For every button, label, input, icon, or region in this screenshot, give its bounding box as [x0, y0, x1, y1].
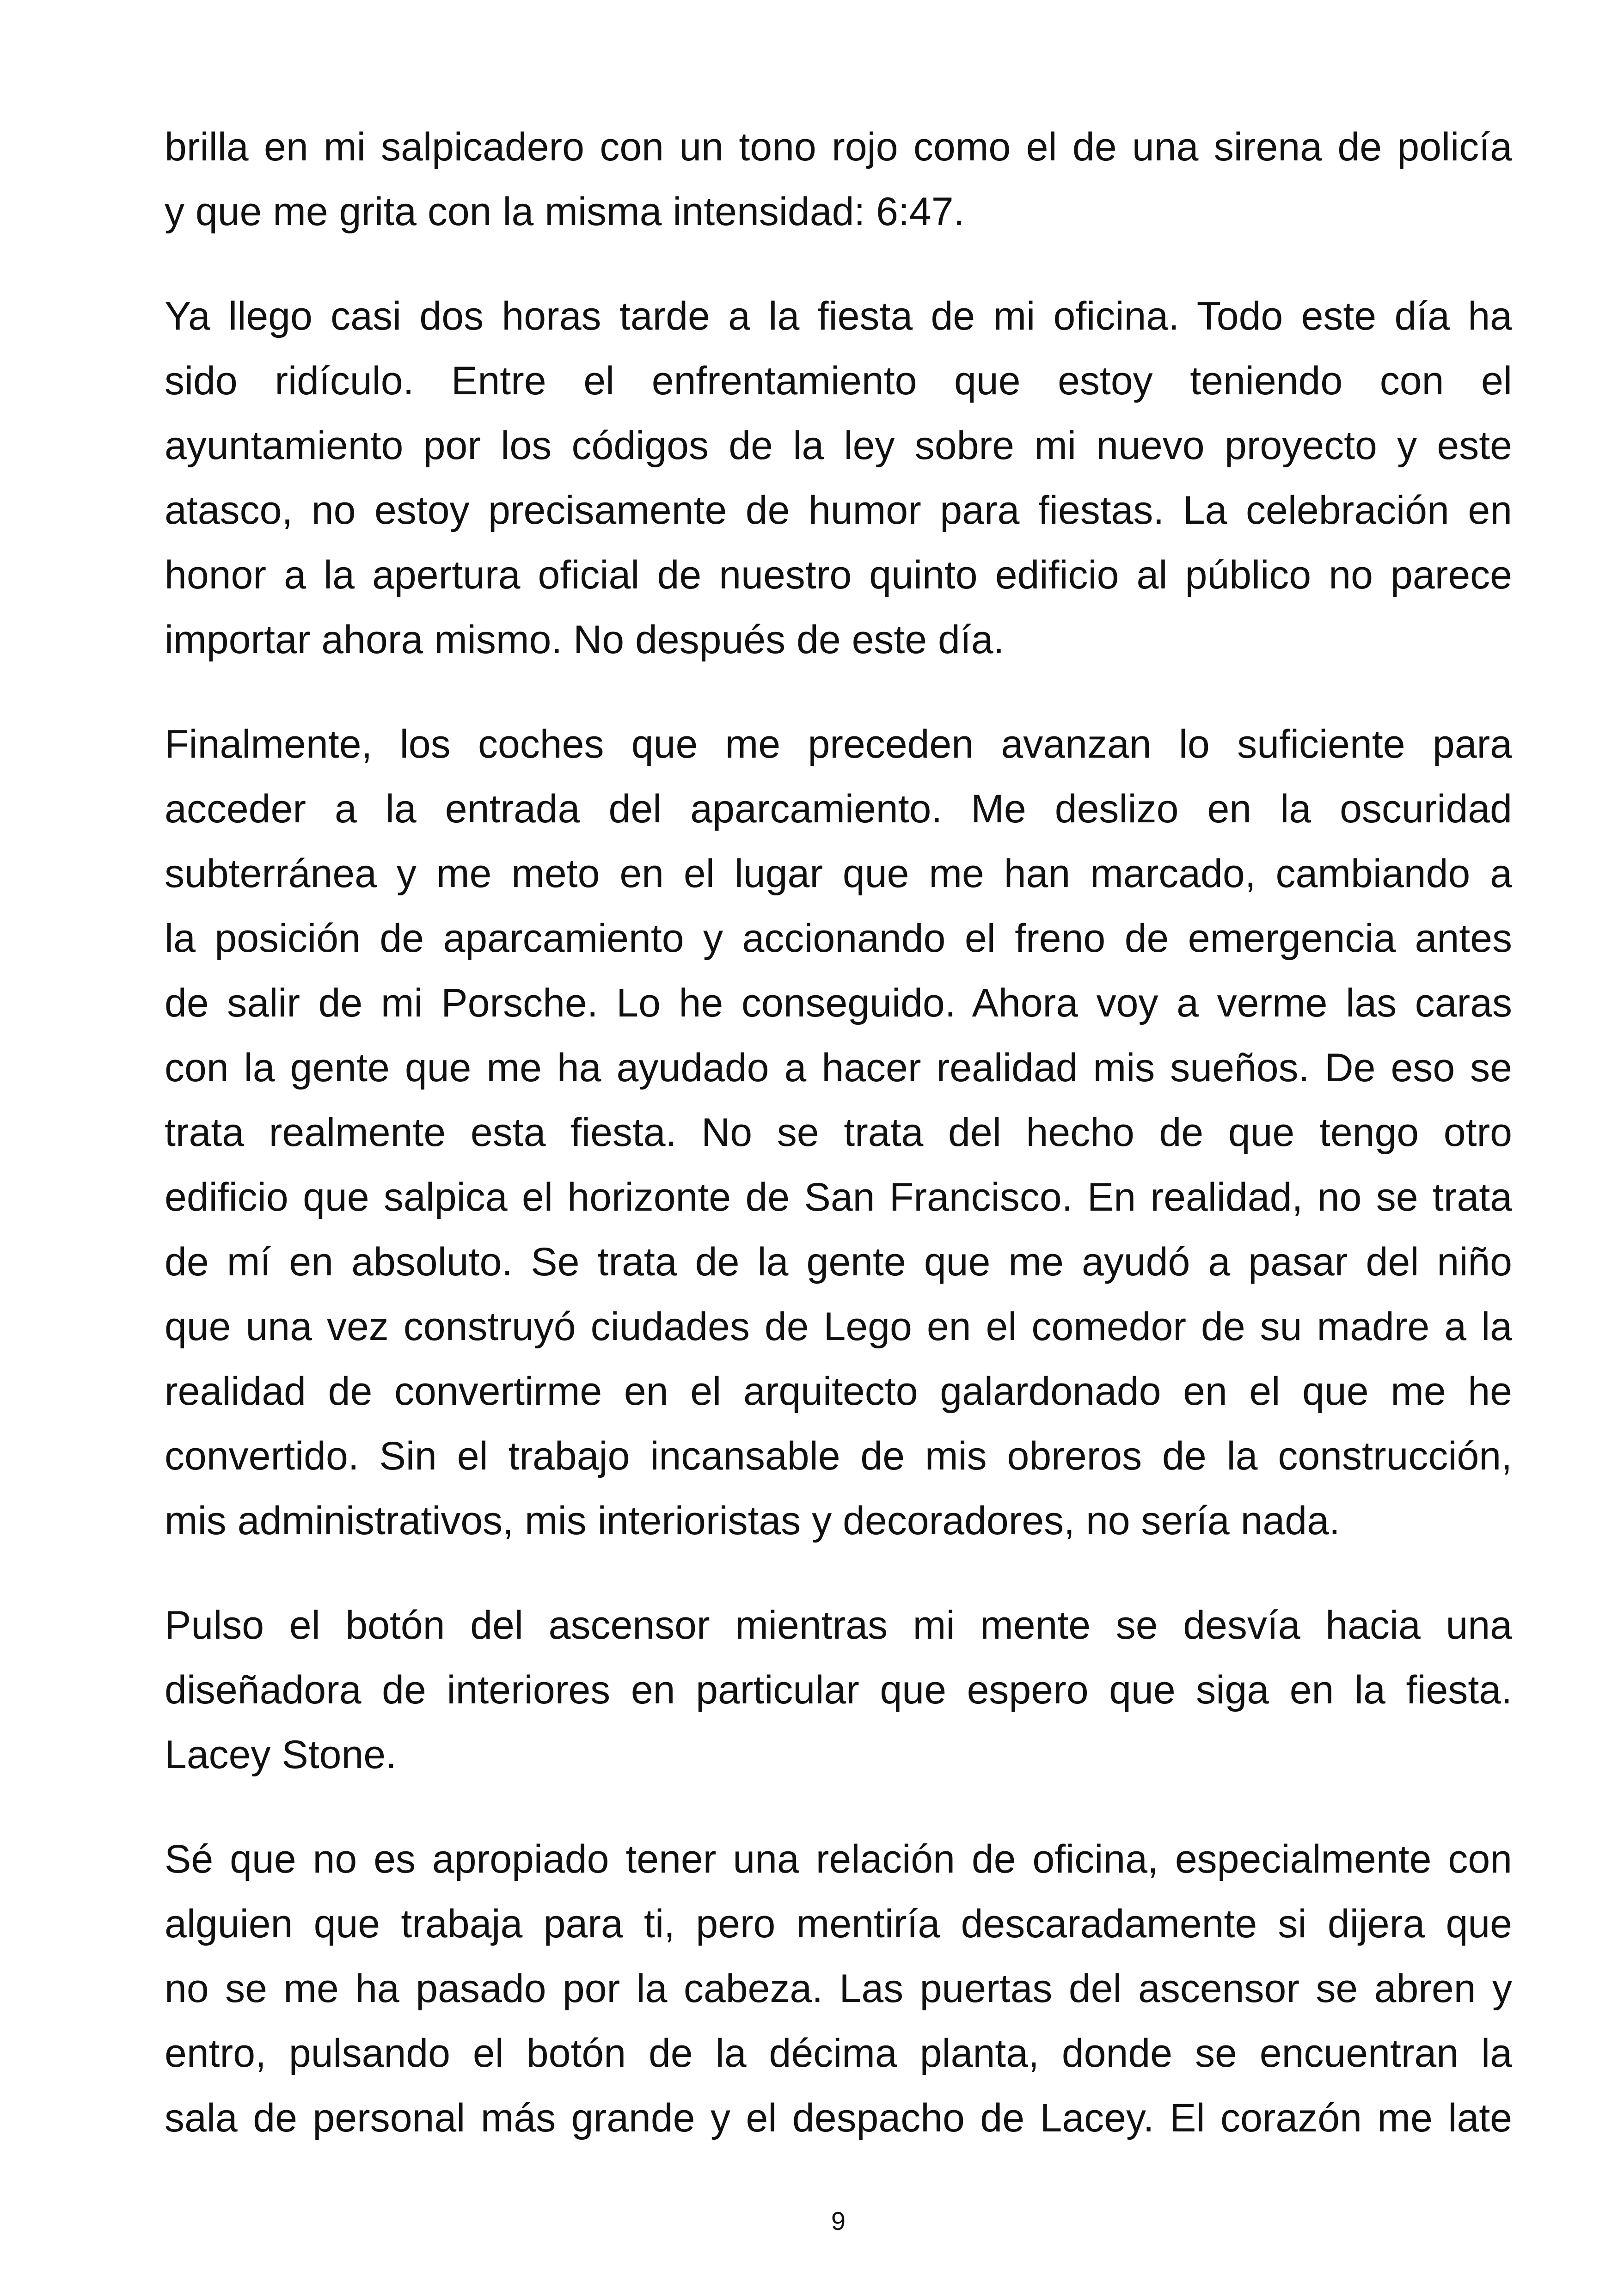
- text-line: Sé que no es apropiado tener una relación de oficina, especialmente con: [165, 1837, 1512, 1881]
- text-line: de mí en absoluto. Se trata de la gente que me ayudó a pasar del niño: [165, 1240, 1512, 1284]
- paragraph: [165, 1827, 1512, 2150]
- paragraph: [165, 712, 1512, 1553]
- text-line: realidad de convertirme en el arquitecto galardonado en el que me he: [165, 1369, 1512, 1414]
- text-line: atasco, no estoy precisamente de humor para fiestas. La celebración en: [165, 488, 1512, 533]
- text-line: de salir de mi Porsche. Lo he conseguido. Ahora voy a verme las caras: [165, 981, 1512, 1025]
- text-line: brilla en mi salpicadero con un tono rojo como el de una sirena de policía: [165, 125, 1512, 169]
- text-line: no se me ha pasado por la cabeza. Las puertas del ascensor se abren y: [165, 1966, 1512, 2011]
- text-line: mis administrativos, mis interioristas y decoradores, no sería nada.: [165, 1499, 1340, 1543]
- text-line: entro, pulsando el botón de la décima planta, donde se encuentran la: [165, 2031, 1512, 2076]
- text-line: Pulso el botón del ascensor mientras mi mente se desvía hacia una: [165, 1603, 1512, 1647]
- text-line: Ya llego casi dos horas tarde a la fiesta de mi oficina. Todo este día ha: [165, 294, 1512, 338]
- text-line: con la gente que me ha ayudado a hacer realidad mis sueños. De eso se: [165, 1046, 1512, 1090]
- text-line: ayuntamiento por los códigos de la ley sobre mi nuevo proyecto y este: [165, 423, 1512, 468]
- text-line: que una vez construyó ciudades de Lego en el comedor de su madre a la: [165, 1304, 1512, 1349]
- text-line: honor a la apertura oficial de nuestro quinto edificio al público no parece: [165, 553, 1512, 597]
- text-line: trata realmente esta fiesta. No se trata del hecho de que tengo otro: [165, 1110, 1512, 1155]
- body-text: [165, 115, 1512, 2190]
- text-line: la posición de aparcamiento y accionando el freno de emergencia antes: [165, 916, 1512, 961]
- paragraph: [165, 284, 1512, 672]
- text-line: sido ridículo. Entre el enfrentamiento que estoy teniendo con el: [165, 359, 1512, 403]
- text-line: diseñadora de interiores en particular que espero que siga en la fiesta.: [165, 1668, 1512, 1712]
- text-line: subterránea y me meto en el lugar que me han marcado, cambiando a: [165, 851, 1512, 896]
- page-number: 9: [831, 2206, 846, 2235]
- text-line: alguien que trabaja para ti, pero mentiría descaradamente si dijera que: [165, 1902, 1512, 1946]
- text-line: importar ahora mismo. No después de este día.: [165, 618, 1005, 662]
- text-line: y que me grita con la misma intensidad: 6:47.: [165, 190, 965, 234]
- paragraph: [165, 1593, 1512, 1787]
- text-line: acceder a la entrada del aparcamiento. Me deslizo en la oscuridad: [165, 787, 1512, 831]
- text-line: Finalmente, los coches que me preceden avanzan lo suficiente para: [165, 722, 1512, 766]
- text-line: convertido. Sin el trabajo incansable de mis obreros de la construcción,: [165, 1434, 1512, 1478]
- text-line: edificio que salpica el horizonte de San Francisco. En realidad, no se trata: [165, 1175, 1512, 1219]
- text-line: Lacey Stone.: [165, 1733, 397, 1777]
- text-line: sala de personal más grande y el despacho de Lacey. El corazón me late: [165, 2096, 1512, 2140]
- paragraph: [165, 115, 1512, 244]
